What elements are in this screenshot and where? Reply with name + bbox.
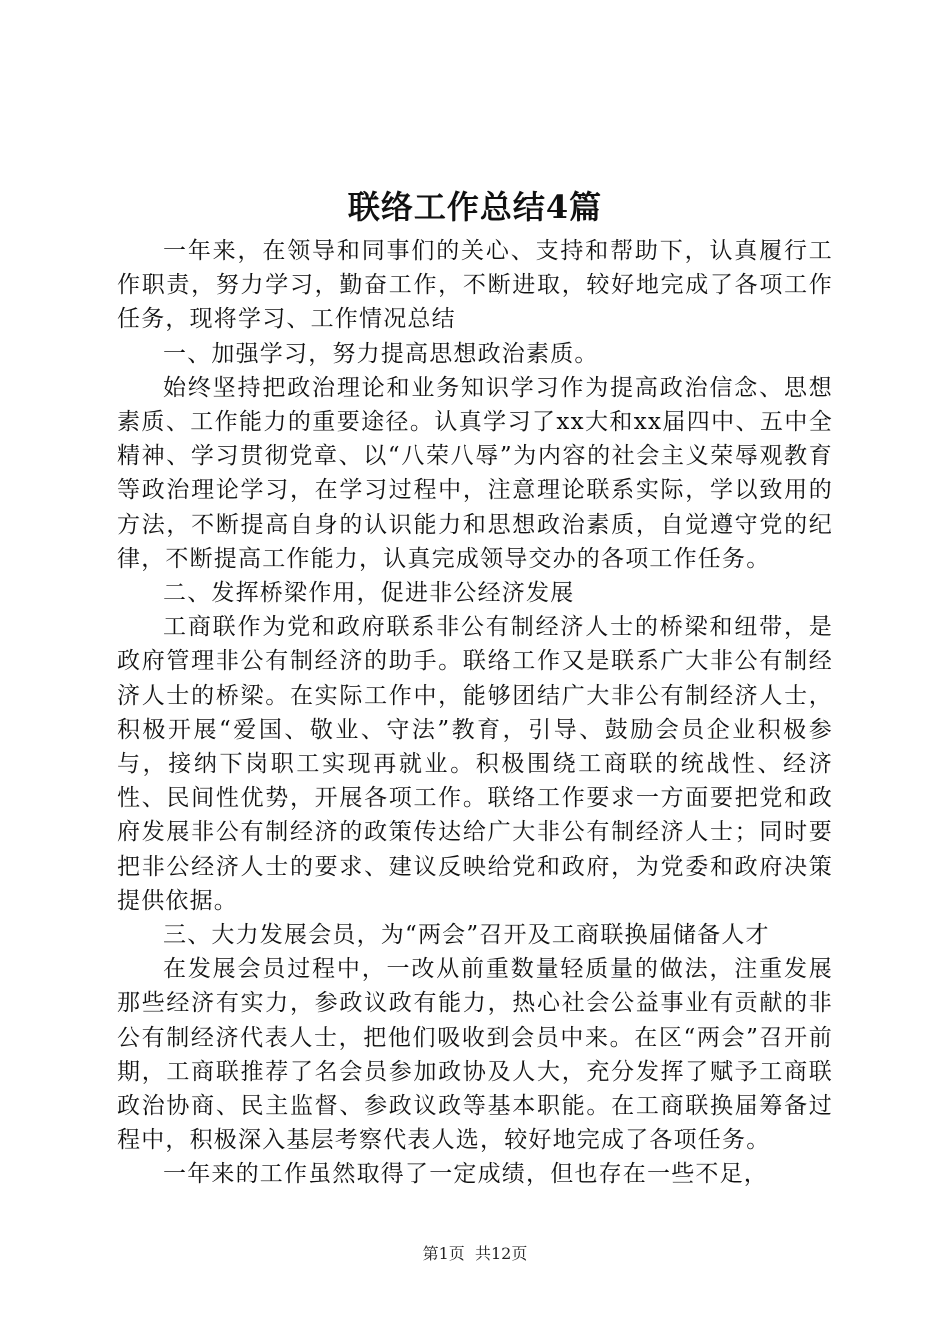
page-number: 第1页 (422, 1244, 465, 1263)
section-heading-2: 二、发挥桥梁作用，促进非公经济发展 (163, 580, 575, 607)
document-body (117, 234, 833, 1192)
section-heading-3: 三、大力发展会员，为“两会”召开及工商联换届储备人才 (163, 922, 770, 949)
page-footer (0, 1243, 950, 1265)
section-heading-1: 一、加强学习，努力提高思想政治素质。 (163, 340, 599, 367)
paragraph-study: 始终坚持把政治理论和业务知识学习作为提高政治信念、思想素质、工作能力的重要途径。认真学习了xx大和xx届四中、五中全精神、学习贯彻党章、以“八荣八辱”为内容的社会主义荣辱观教育等政治理论学习，在学习过程中，注意理论联系实际，学以致用的方法，不断提高自身的认识能力和思想政治素质，自觉遵守党的纪律，不断提高工作能力，认真完成领导交办的各项工作任务。 (117, 374, 833, 572)
paragraph-members: 在发展会员过程中，一改从前重数量轻质量的做法，注重发展那些经济有实力，参政议政有能力，热心社会公益事业有贡献的非公有制经济代表人士，把他们吸收到会员中来。在区“两会”召开前期，工商联推荐了名会员参加政协及人大，充分发挥了赋予工商联政治协商、民主监督、参政议政等基本职能。在工商联换届筹备过程中，积极深入基层考察代表人选，较好地完成了各项任务。 (117, 956, 833, 1154)
paragraph-bridge: 工商联作为党和政府联系非公有制经济人士的桥梁和纽带，是政府管理非公有制经济的助手。联络工作又是联系广大非公有制经济人士的桥梁。在实际工作中，能够团结广大非公有制经济人士，积极开展“爱国、敬业、守法”教育，引导、鼓励会员企业积极参与，接纳下岗职工实现再就业。积极围绕工商联的统战性、经济性、民间性优势，开展各项工作。联络工作要求一方面要把党和政府发展非公有制经济的政策传达给广大非公有制经济人士；同时要把非公经济人士的要求、建议反映给党和政府，为党委和政府决策提供依据。 (117, 614, 833, 914)
paragraph-intro: 一年来，在领导和同事们的关心、支持和帮助下，认真履行工作职责，努力学习，勤奋工作，不断进取，较好地完成了各项工作任务，现将学习、工作情况总结 (117, 238, 833, 333)
paragraph-summary: 一年来的工作虽然取得了一定成绩，但也存在一些不足， (163, 1161, 768, 1188)
page-total: 共12页 (474, 1244, 528, 1263)
document-title: 联络工作总结4篇 (347, 188, 603, 226)
